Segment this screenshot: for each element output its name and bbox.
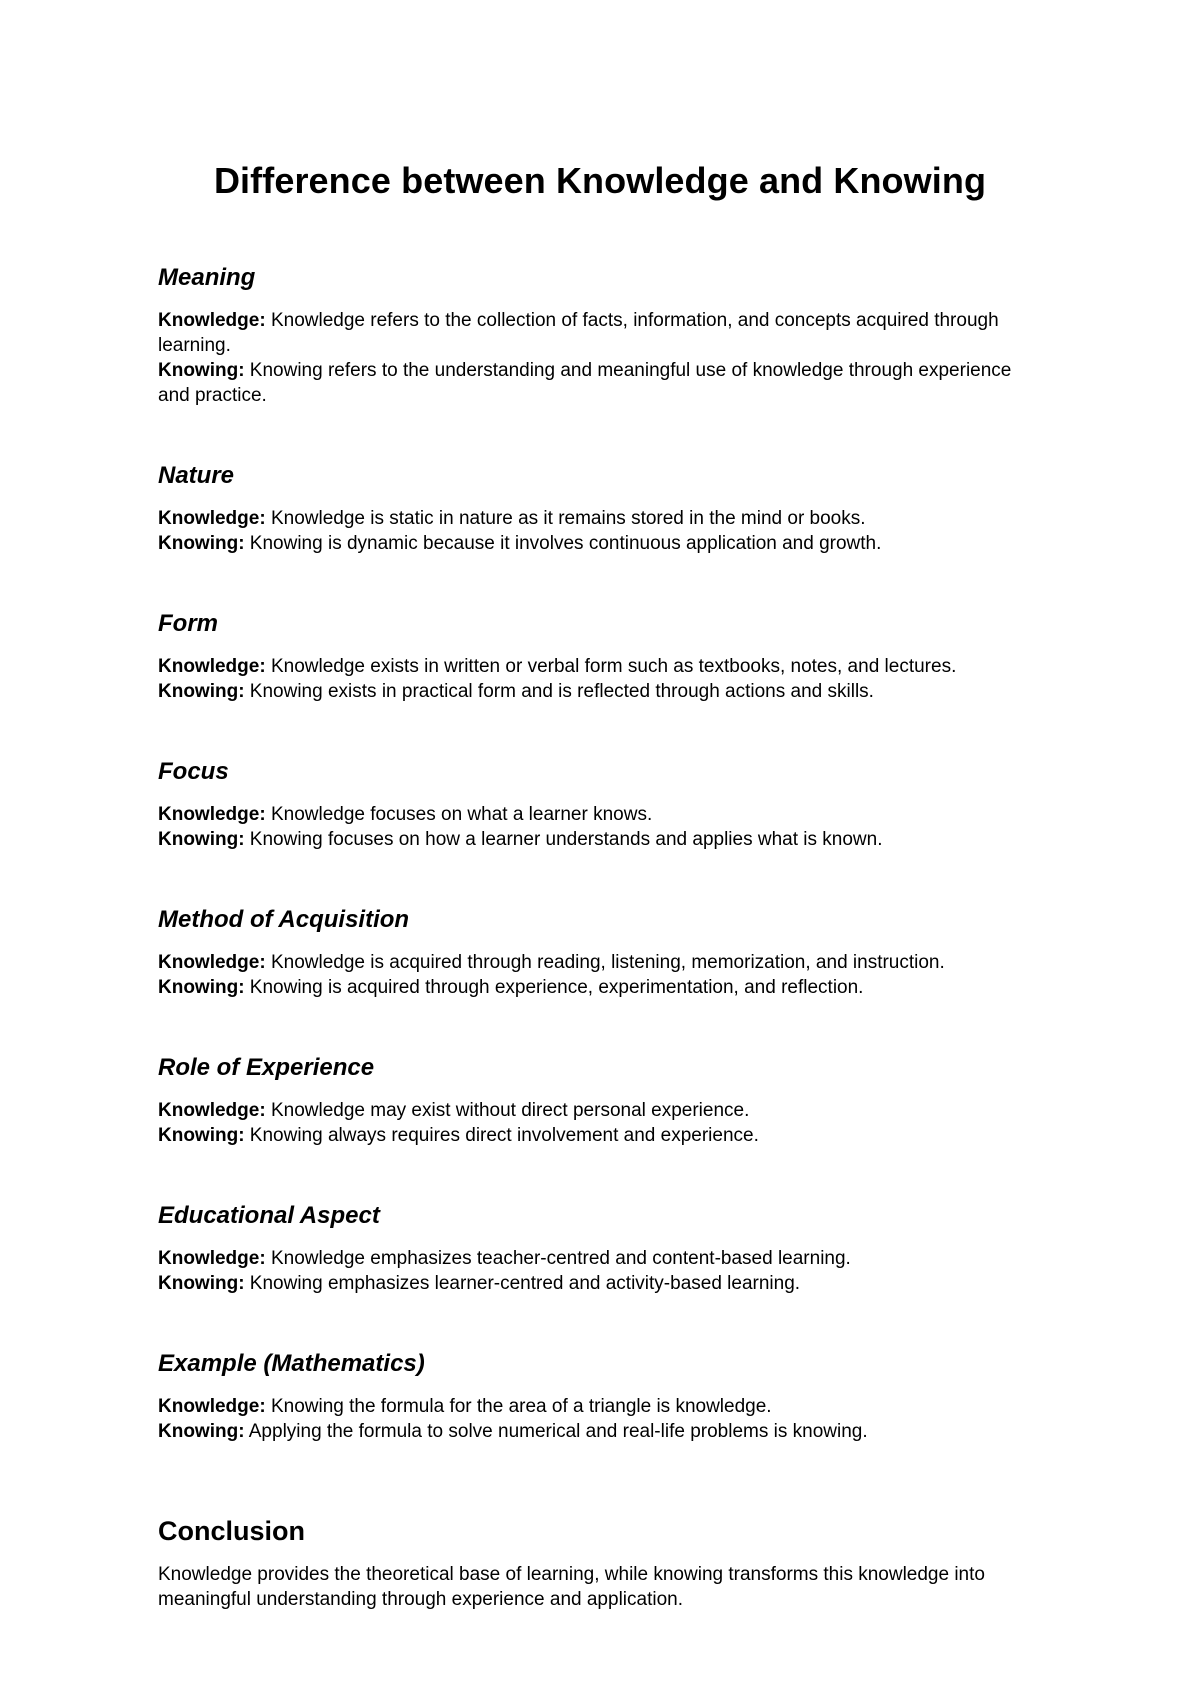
section-heading: Focus [158, 758, 229, 785]
section-heading: Example (Mathematics) [158, 1350, 425, 1377]
knowledge-text: Knowledge is acquired through reading, listening, memorization, and instruction. [265, 952, 945, 973]
knowing-text: Knowing focuses on how a learner understands and applies what is known. [244, 829, 883, 850]
knowing-paragraph [158, 975, 1042, 1000]
section-focus [158, 756, 1042, 852]
knowing-paragraph [158, 679, 1042, 704]
knowing-paragraph [158, 827, 1042, 852]
knowing-label: Knowing: [158, 1421, 245, 1442]
knowing-label: Knowing: [158, 1273, 245, 1294]
knowledge-text: Knowledge emphasizes teacher-centred and content-based learning. [265, 1248, 851, 1269]
knowledge-text: Knowing the formula for the area of a triangle is knowledge. [265, 1396, 772, 1417]
section-heading: Form [158, 610, 218, 637]
knowing-label: Knowing: [158, 829, 245, 850]
knowing-text: Knowing is acquired through experience, experimentation, and reflection. [244, 977, 864, 998]
knowledge-label: Knowledge: [158, 1100, 266, 1121]
knowledge-text: Knowledge refers to the collection of facts, information, and concepts acquired through learning. [158, 310, 999, 356]
knowing-text: Applying the formula to solve numerical and real-life problems is knowing. [244, 1421, 868, 1442]
section-heading: Role of Experience [158, 1054, 375, 1081]
knowledge-label: Knowledge: [158, 1396, 266, 1417]
knowing-label: Knowing: [158, 977, 245, 998]
knowledge-paragraph [158, 308, 1042, 358]
knowledge-label: Knowledge: [158, 508, 266, 529]
knowledge-paragraph [158, 1394, 1042, 1419]
knowledge-label: Knowledge: [158, 656, 266, 677]
knowledge-label: Knowledge: [158, 1248, 266, 1269]
section-heading: Meaning [158, 264, 256, 291]
section-educational-aspect [158, 1200, 1042, 1296]
knowing-label: Knowing: [158, 533, 245, 554]
comparison-sections [158, 262, 1042, 1444]
knowing-text: Knowing exists in practical form and is reflected through actions and skills. [244, 681, 874, 702]
knowledge-paragraph [158, 1246, 1042, 1271]
knowledge-paragraph [158, 802, 1042, 827]
knowing-label: Knowing: [158, 681, 245, 702]
knowing-paragraph [158, 358, 1042, 408]
knowing-paragraph [158, 1419, 1042, 1444]
knowledge-text: Knowledge is static in nature as it remains stored in the mind or books. [265, 508, 866, 529]
knowledge-paragraph [158, 1098, 1042, 1123]
section-heading: Nature [158, 462, 235, 489]
section-example-mathematics [158, 1348, 1042, 1444]
knowledge-label: Knowledge: [158, 310, 266, 331]
knowing-text: Knowing refers to the understanding and meaningful use of knowledge through experience and practice. [158, 360, 1012, 406]
knowledge-paragraph [158, 506, 1042, 531]
knowledge-text: Knowledge exists in written or verbal form such as textbooks, notes, and lectures. [265, 656, 957, 677]
section-role-of-experience [158, 1052, 1042, 1148]
section-nature [158, 460, 1042, 556]
knowing-label: Knowing: [158, 360, 245, 381]
knowing-text: Knowing emphasizes learner-centred and activity-based learning. [244, 1273, 801, 1294]
knowing-paragraph [158, 1271, 1042, 1296]
knowledge-paragraph [158, 654, 1042, 679]
knowing-text: Knowing always requires direct involvement and experience. [244, 1125, 759, 1146]
section-heading: Method of Acquisition [158, 906, 410, 933]
knowing-paragraph [158, 1123, 1042, 1148]
conclusion-heading: Conclusion [158, 1516, 305, 1546]
knowledge-label: Knowledge: [158, 804, 266, 825]
conclusion-text: Knowledge provides the theoretical base of learning, while knowing transforms this knowledge into meaningful understanding through experience and application. [158, 1564, 985, 1610]
section-form [158, 608, 1042, 704]
section-heading: Educational Aspect [158, 1202, 380, 1229]
section-method-of-acquisition [158, 904, 1042, 1000]
knowing-text: Knowing is dynamic because it involves continuous application and growth. [244, 533, 882, 554]
knowledge-text: Knowledge may exist without direct personal experience. [265, 1100, 750, 1121]
knowledge-label: Knowledge: [158, 952, 266, 973]
knowledge-text: Knowledge focuses on what a learner knows. [265, 804, 653, 825]
section-meaning [158, 262, 1042, 408]
document-title: Difference between Knowledge and Knowing [213, 160, 987, 201]
knowing-label: Knowing: [158, 1125, 245, 1146]
knowing-paragraph [158, 531, 1042, 556]
conclusion-section [158, 1514, 1042, 1612]
knowledge-paragraph [158, 950, 1042, 975]
